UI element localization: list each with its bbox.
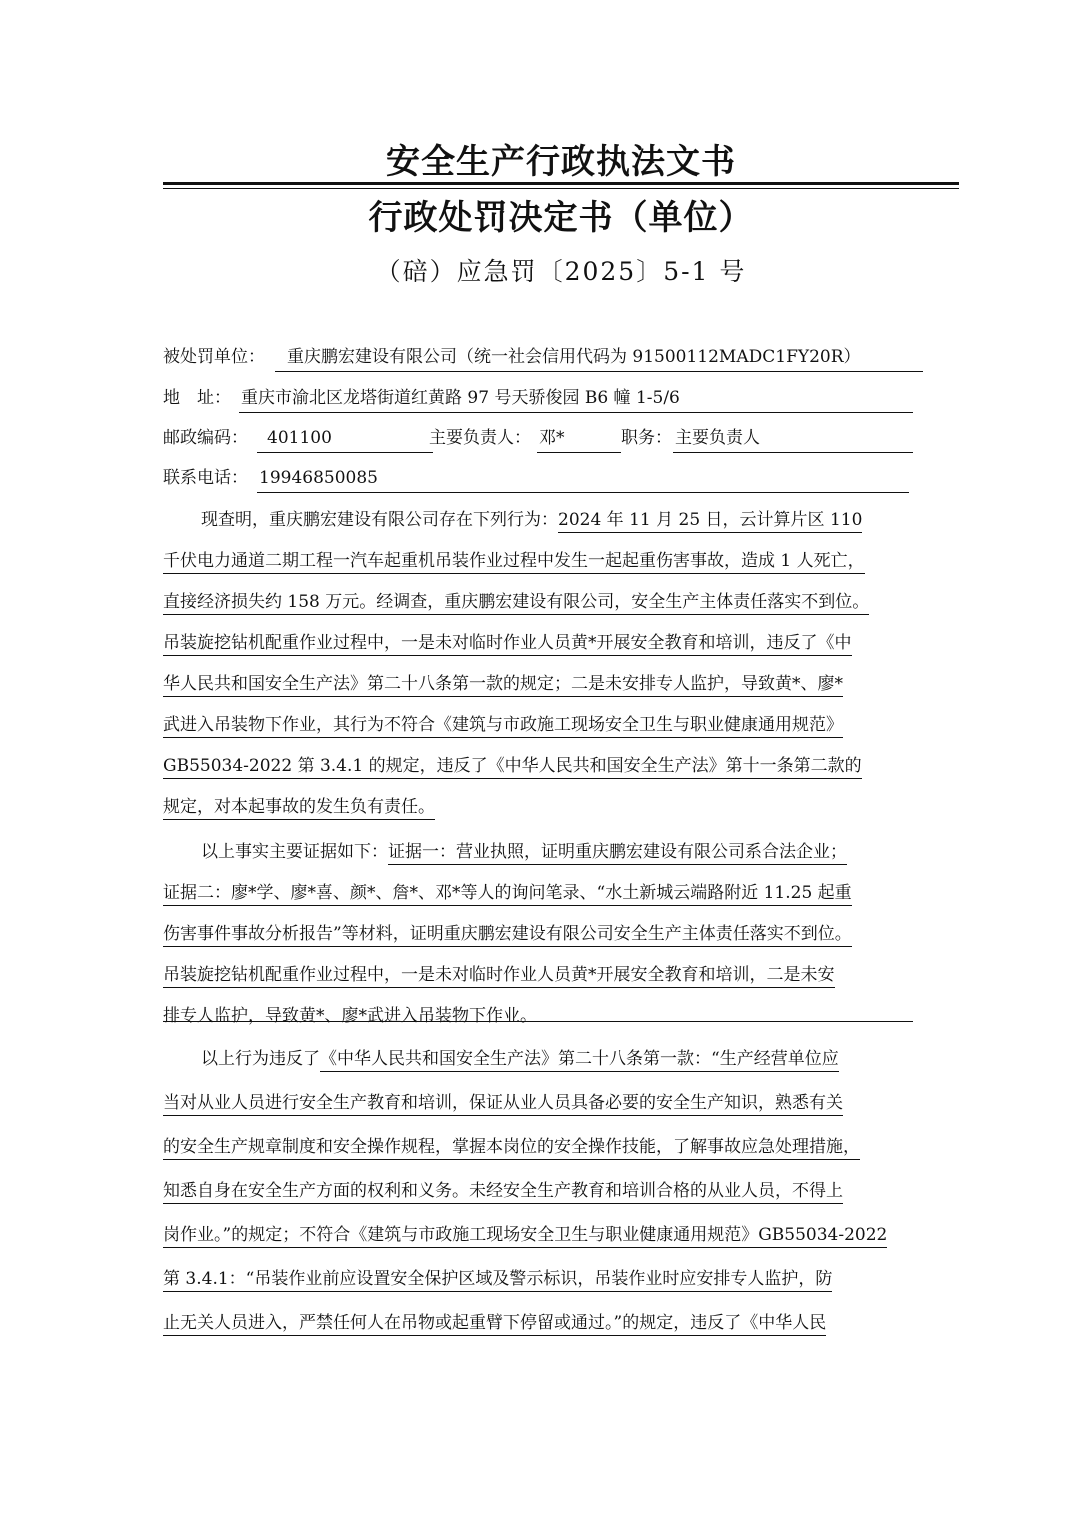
facts-line: [201, 503, 862, 544]
facts-line: [163, 544, 865, 585]
violation-text: 止无关人员进入，严禁任何人在吊物或起重臂下停留或通过。”的规定，违反了《中华人民: [163, 1313, 826, 1336]
evidence-text: 吊装旋挖钻机配重作业过程中，一是未对临时作业人员黄*开展安全教育和培训，二是未安: [163, 965, 835, 988]
violation-text: 《中华人民共和国安全生产法》第二十八条第一款：“生产经营单位应: [320, 1049, 839, 1072]
violation-text: 岗作业。”的规定；不符合《建筑与市政施工现场安全卫生与职业健康通用规范》GB55034-2022: [163, 1225, 887, 1248]
phone-value: 19946850085: [257, 463, 909, 493]
violation-intro: 以上行为违反了: [201, 1049, 320, 1069]
facts-text: 直接经济损失约 158 万元。经调查，重庆鹏宏建设有限公司，安全生产主体责任落实不到位。: [163, 592, 869, 615]
field-row-unit: [163, 342, 913, 372]
facts-text: 吊装旋挖钻机配重作业过程中，一是未对临时作业人员黄*开展安全教育和培训，违反了《中: [163, 633, 852, 656]
facts-text: 2024 年 11 月 25 日，云计算片区 110: [558, 510, 862, 533]
facts-text: GB55034-2022 第 3.4.1 的规定，违反了《中华人民共和国安全生产法》第十一条第二款的: [163, 756, 862, 779]
document-number: （碚）应急罚〔2025〕5-1 号: [375, 257, 747, 286]
violation-paragraph: [163, 1042, 913, 1342]
evidence-line: [163, 958, 835, 999]
document-header-title: 安全生产行政执法文书: [386, 142, 736, 182]
evidence-line: [163, 999, 913, 1026]
facts-intro: 现查明，重庆鹏宏建设有限公司存在下列行为：: [201, 510, 558, 530]
violation-line: [163, 1130, 860, 1171]
facts-line: [163, 790, 435, 831]
evidence-line: [163, 876, 852, 917]
facts-text: 武进入吊装物下作业，其行为不符合《建筑与市政施工现场安全卫生与职业健康通用规范》: [163, 715, 843, 738]
header-rule-thick: [163, 182, 959, 185]
field-row-address: [163, 383, 913, 413]
evidence-text: 证据二：廖*学、廖*喜、颜*、詹*、邓*等人的询问笔录、“水土新城云端路附近 11.25 起重: [163, 883, 852, 906]
facts-text: 千伏电力通道二期工程一汽车起重机吊装作业过程中发生一起起重伤害事故，造成 1 人死亡，: [163, 551, 865, 574]
position-label: 职务：: [621, 428, 672, 448]
facts-line: [163, 708, 843, 749]
violation-text: 知悉自身在安全生产方面的权利和义务。未经安全生产教育和培训合格的从业人员，不得上: [163, 1181, 843, 1204]
facts-text: 华人民共和国安全生产法》第二十八条第一款的规定；二是未安排专人监护，导致黄*、廖*: [163, 674, 843, 697]
facts-line: [163, 667, 843, 708]
principal-label: 主要负责人：: [429, 428, 531, 448]
address-value: 重庆市渝北区龙塔街道红黄路 97 号天骄俊园 B6 幢 1-5/6: [239, 383, 913, 413]
evidence-paragraph: [163, 835, 913, 1045]
violation-text: 当对从业人员进行安全生产教育和培训，保证从业人员具备必要的安全生产知识，熟悉有关: [163, 1093, 843, 1116]
violation-line: [163, 1086, 843, 1127]
violation-line: [163, 1306, 826, 1347]
violation-line: [163, 1218, 887, 1259]
facts-line: [163, 585, 869, 626]
violation-line: [201, 1042, 839, 1083]
evidence-intro: 以上事实主要证据如下：: [201, 842, 388, 862]
document-sub-title: 行政处罚决定书（单位）: [368, 198, 754, 238]
evidence-line: [201, 835, 847, 876]
principal-value: 邓*: [537, 423, 621, 453]
postcode-value: 401100: [257, 423, 433, 453]
evidence-text: 证据一：营业执照，证明重庆鹏宏建设有限公司系合法企业；: [388, 842, 847, 865]
facts-text: 规定，对本起事故的发生负有责任。: [163, 797, 435, 820]
field-row-contact: [163, 423, 913, 453]
violation-line: [163, 1262, 832, 1303]
violation-text: 第 3.4.1：“吊装作业前应设置安全保护区域及警示标识，吊装作业时应安排专人监护，防: [163, 1269, 832, 1292]
address-label: 地 址：: [163, 388, 231, 408]
field-row-phone: [163, 463, 913, 493]
facts-line: [163, 749, 862, 790]
facts-line: [163, 626, 852, 667]
header-rule-thin: [163, 188, 959, 189]
violation-text: 的安全生产规章制度和安全操作规程，掌握本岗位的安全操作技能，了解事故应急处理措施，: [163, 1137, 860, 1160]
evidence-text: 伤害事件事故分析报告”等材料，证明重庆鹏宏建设有限公司安全生产主体责任落实不到位。: [163, 924, 852, 947]
position-value: 主要负责人: [673, 423, 913, 453]
unit-label: 被处罚单位：: [163, 347, 265, 367]
phone-label: 联系电话：: [163, 468, 248, 488]
evidence-line: [163, 917, 852, 958]
postcode-label: 邮政编码：: [163, 428, 248, 448]
unit-value: 重庆鹏宏建设有限公司（统一社会信用代码为 91500112MADC1FY20R）: [275, 342, 923, 372]
violation-line: [163, 1174, 843, 1215]
facts-paragraph: [163, 503, 913, 833]
evidence-text: 排专人监护，导致黄*、廖*武进入吊装物下作业。: [163, 1006, 537, 1026]
